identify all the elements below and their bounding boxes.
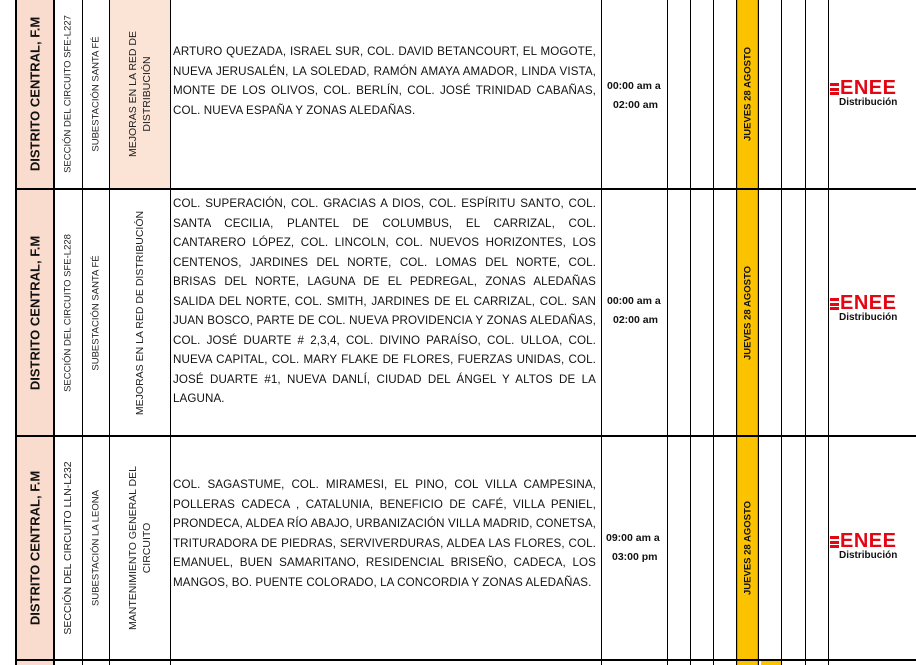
enee-logo	[830, 530, 914, 564]
time-end: 02:00 am	[613, 314, 658, 326]
date-cell	[737, 190, 758, 435]
work-label: MEJORAS EN LA RED DE DISTRIBUCIÓN	[127, 30, 153, 158]
substation-label: SUBESTACIÓN SANTA FÉ	[90, 254, 102, 371]
grid-line	[713, 0, 714, 665]
circuit-label: SECCIÓN DEL CIRCUITO SFE-L227	[62, 15, 74, 173]
enee-logo-mark	[830, 536, 839, 548]
enee-logo-sub: Distribución	[839, 312, 898, 323]
grid-line	[667, 0, 668, 665]
grid-line	[170, 0, 171, 665]
work-label: MANTENIMIENTO GENERAL DEL CIRCUITO	[127, 466, 153, 630]
grid-line	[690, 0, 691, 665]
enee-logo-sub: Distribución	[839, 550, 898, 561]
work-cell	[110, 0, 170, 188]
circuit-label: SECCIÓN DEL CIRCUITO LLN-L232	[62, 461, 74, 635]
enee-logo-sub: Distribución	[839, 97, 898, 108]
time-end: 02:00 am	[613, 99, 658, 111]
row-divider	[15, 659, 916, 661]
date-label: JUEVES 28 AGOSTO	[742, 47, 753, 141]
date-label: JUEVES 28 AGOSTO	[742, 501, 753, 595]
enee-logo-word: ENEE	[840, 77, 897, 99]
affected-areas: COL. SUPERACIÓN, COL. GRACIAS A DIOS, COL. ESPÍRITU SANTO, COL. SANTA CECILIA, PLANTEL DE COLUMBUS, EL CARRIZAL, COL. CANTARERO LÓPEZ, COL. LINCOLN, COL. NUEVOS HORIZONTES, LOS CENTENOS, JARDINES DEL NORTE, COL. LOMAS DEL NORTE, COL. BRISAS DEL NORTE, LAGUNA DE EL PEDREGAL, ZONAS ALEDAÑAS SALIDA DEL NORTE, COL. SMITH, JARDINES DE EL CARRIZAL, COL. SAN JUAN BOSCO, PARTE DE COL. NUEVA PROVIDENCIA Y ZONAS ALEDAÑAS, COL. JOSÉ DUARTE # 2,3,4, COL. DIVINO PARAÍSO, COL. ULLOA, COL. NUEVA CAPITAL, COL. MARY FLAKE DE FLORES, FUERZAS UNIDAS, COL. JOSÉ DUARTE #1, NUEVA DANLÍ, CIUDAD DEL ÁNGEL Y ALTOS DE LA LAGUNA.	[173, 197, 596, 405]
circuit-label: SECCIÓN DEL CIRCUITO SFE-L228	[62, 233, 74, 392]
time-start: 00:00 am a	[607, 295, 661, 307]
district-label: DISTRITO CENTRAL, F.M	[27, 470, 42, 626]
substation-label: SUBESTACIÓN SANTA FÉ	[90, 36, 102, 152]
substation-cell	[83, 0, 109, 188]
enee-logo-word: ENEE	[840, 292, 897, 314]
circuit-cell	[54, 0, 82, 188]
substation-cell	[83, 437, 109, 659]
substation-label: SUBESTACIÓN LA LEONA	[90, 490, 102, 606]
district-cell	[16, 437, 53, 659]
time-start: 00:00 am a	[607, 80, 661, 92]
work-label: MEJORAS EN LA RED DE DISTRIBUCIÓN	[134, 210, 146, 415]
district-cell	[16, 0, 53, 188]
district-label: DISTRITO CENTRAL, F.M	[27, 235, 42, 390]
time-start: 09:00 am a	[606, 532, 660, 544]
date-label: JUEVES 28 AGOSTO	[742, 265, 753, 360]
affected-areas: ARTURO QUEZADA, ISRAEL SUR, COL. DAVID BETANCOURT, EL MOGOTE, NUEVA JERUSALÉN, LA SOLEDAD, RAMÓN AMAYA AMADOR, LINDA VISTA, MONTE DE LOS OLIVOS, COL. BERLÍN, COL. JOSÉ TRINIDAD CABAÑAS, COL. NUEVA ESPAÑA Y ZONAS ALEDAÑAS.	[173, 45, 596, 117]
district-label: DISTRITO CENTRAL, F.M	[27, 16, 42, 172]
enee-logo	[830, 292, 914, 326]
time-end: 03:00 pm	[612, 551, 658, 563]
enee-logo-mark	[830, 83, 839, 95]
enee-logo-mark	[830, 298, 839, 310]
grid-line	[601, 0, 602, 665]
work-cell	[110, 190, 170, 435]
date-cell	[737, 437, 758, 659]
date-cell	[737, 0, 758, 188]
district-cell	[16, 190, 53, 435]
grid-line	[828, 0, 829, 665]
enee-logo	[830, 77, 914, 111]
substation-cell	[83, 190, 109, 435]
circuit-cell	[54, 190, 82, 435]
grid-line	[781, 0, 782, 665]
work-cell	[110, 437, 170, 659]
circuit-cell	[54, 437, 82, 659]
enee-logo-word: ENEE	[840, 530, 897, 552]
affected-areas: COL. SAGASTUME, COL. MIRAMESI, EL PINO, COL VILLA CAMPESINA, POLLERAS CADECA , CATALUNIA, BENEFICIO DE CAFÉ, VILLA PENIEL, PRONDECA, ALDEA RÍO ABAJO, URBANIZACIÓN VILLA MADRID, CONETSA, TRITURADORA DE PIEDRAS, SERVIVERDURAS, ALDEA LAS FLORES, COL. EMANUEL, BUEN SAMARITANO, RESIDENCIAL BRISEÑO, CADECA, LOS MANGOS, BO. PUENTE COLORADO, LA CONCORDIA Y ZONAS ALEDAÑAS.	[173, 478, 596, 589]
grid-line	[805, 0, 806, 665]
grid-line	[758, 0, 759, 665]
